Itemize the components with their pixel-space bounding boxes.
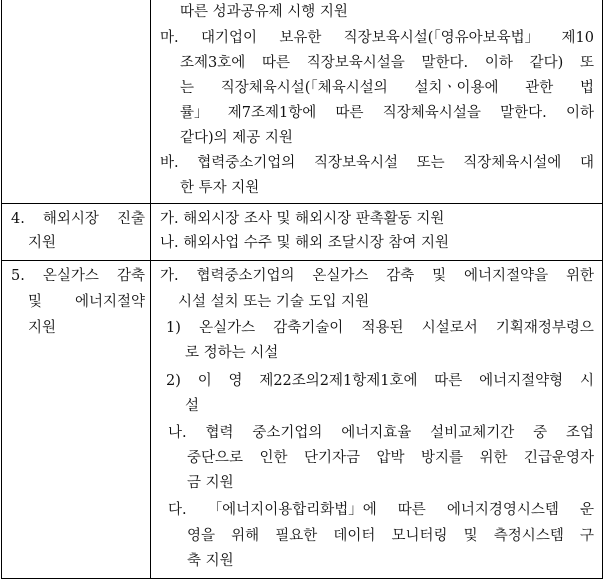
item-line: 영을 위해 필요한 데이터 모니터링 및 측정시스템 구 <box>187 528 594 544</box>
item-line: 중단으로 인한 단기자금 압박 방지를 위한 긴급운영자 <box>187 450 594 466</box>
item-line: 로 정하는 시설 <box>185 345 279 361</box>
item-line: 가. 해외시장 조사 및 해외시장 판촉활동 지원 <box>160 211 445 227</box>
column-divider <box>150 0 151 578</box>
row-divider <box>2 260 602 261</box>
item-line: 가. 협력중소기업의 온실가스 감축 및 에너지절약을 위한 <box>160 268 594 284</box>
item-line: 나. 해외사업 수주 및 해외 조달시장 참여 지원 <box>160 235 449 251</box>
category-line: 4. 해외시장 진출 <box>11 211 145 227</box>
row-divider <box>2 203 602 204</box>
item-line: 마. 대기업이 보유한 직장보육시설(「영유아보육법」 제10 <box>160 30 594 46</box>
item-line: 축 지원 <box>187 553 234 569</box>
item-line: 2) 이 영 제22조의2제1항제1호에 따른 에너지절약형 시 <box>166 373 594 389</box>
item-line: 바. 협력중소기업의 직장보육시설 또는 직장체육시설에 대 <box>160 155 594 171</box>
item-line: 1) 온실가스 감축기술이 적용된 시설로서 기획재정부령으 <box>166 320 594 336</box>
item-line: 따른 성과공유제 시행 지원 <box>180 4 348 20</box>
provision-table <box>1 0 603 579</box>
category-line: 및 에너지절약 <box>28 294 145 310</box>
item-line: 시설 설치 또는 기술 도입 지원 <box>178 294 370 310</box>
item-line: 한 투자 지원 <box>180 180 260 196</box>
category-line: 5. 온실가스 감축 <box>11 268 145 284</box>
item-line: 률」 제7조제1항에 따른 직장체육시설을 말한다. 이하 <box>180 105 594 121</box>
item-line: 설 <box>185 398 200 414</box>
item-line: 조제3호에 따른 직장보육시설을 말한다. 이하 같다) 또 <box>180 55 594 71</box>
category-line: 지원 <box>28 235 57 251</box>
item-line: 금 지원 <box>187 475 234 491</box>
item-line: 는 직장체육시설(「체육시설의 설치ㆍ이용에 관한 법 <box>180 80 594 96</box>
item-line: 다. 「에너지이용합리화법」에 따른 에너지경영시스템 운 <box>168 502 594 518</box>
item-line: 나. 협력 중소기업의 에너지효율 설비교체기간 중 조업 <box>168 425 594 441</box>
item-line: 같다)의 제공 지원 <box>180 130 293 146</box>
category-line: 지원 <box>28 320 57 336</box>
